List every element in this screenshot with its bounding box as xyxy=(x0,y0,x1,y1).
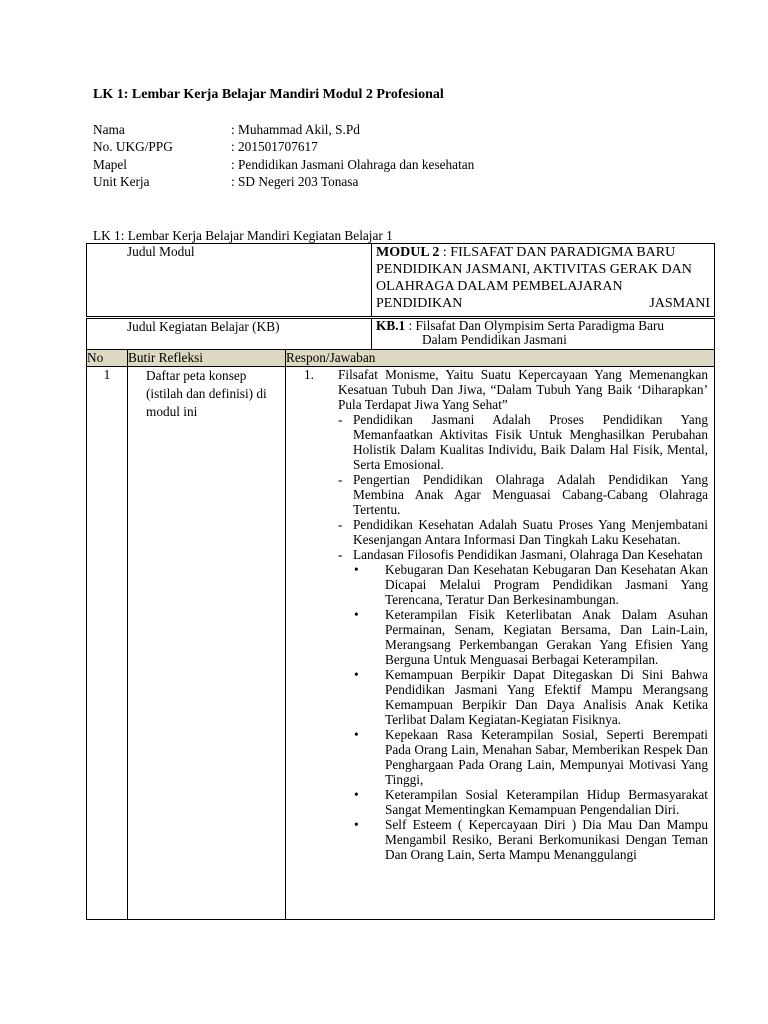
identity-row-unit-kerja xyxy=(93,174,474,191)
modul-title: : FILSAFAT DAN PARADIGMA BARU PENDIDIKAN JASMANI, AKTIVITAS GERAK DAN OLAHRAGA DALAM PEMBELAJARAN PENDIDIKAN JASMANI xyxy=(376,245,710,311)
respon-cell xyxy=(286,367,715,920)
judul-modul-row xyxy=(87,244,715,318)
bullet-list-item xyxy=(353,727,708,787)
bullet-list-item xyxy=(353,667,708,727)
kb-title-line1: : Filsafat Dan Olympisim Serta Paradigma Baru xyxy=(405,318,665,333)
row-number: 1 xyxy=(87,367,128,920)
identity-row-ukg xyxy=(93,139,474,156)
judul-modul-value xyxy=(372,244,715,318)
judul-modul-label: Judul Modul xyxy=(87,244,372,318)
dash-item-text: Landasan Filosofis Pendidikan Jasmani, Olahraga Dan Kesehatan xyxy=(353,547,703,562)
bullet-list-item xyxy=(353,817,708,862)
identity-label: Nama xyxy=(93,122,125,137)
dash-marker: - xyxy=(338,547,343,562)
item-text: Filsafat Monisme, Yaitu Suatu Kepercayaan Yang Memenangkan Kesatuan Tubuh Dan Jiwa, “Dalam Tubuh Yang Baik ‘Diharapkan’ Pula Terdapat Jiwa Yang Sehat” xyxy=(338,367,708,412)
dash-marker: - xyxy=(338,472,343,487)
table-row xyxy=(87,367,715,920)
bullet-list-item xyxy=(353,562,708,607)
bullet-marker: • xyxy=(354,607,359,622)
butir-refleksi-text: Daftar peta konsep (istilah dan definisi) di modul ini xyxy=(128,367,286,920)
numbered-item xyxy=(304,367,708,412)
bullet-list-item xyxy=(353,607,708,667)
kb-number: KB.1 xyxy=(376,318,406,333)
bullet-item-text: Keterampilan Fisik Keterlibatan Anak Dalam Asuhan Permainan, Senam, Kegiatan Bersama, Dan Lain-Lain, Merangsang Perkembangan Gerakan Yang Efisien Yang Berguna Untuk Menguasai Berbagai Keterampilan. xyxy=(385,607,708,667)
identity-row-mapel xyxy=(93,157,474,174)
bullet-item-text: Self Esteem ( Kepercayaan Diri ) Dia Mau Dan Mampu Mengambil Resiko, Berani Berkomunikasi Dengan Teman Dan Orang Lain, Serta Mampu Menanggulangi xyxy=(385,817,708,862)
identity-label: Mapel xyxy=(93,156,127,172)
identity-value: : 201501707617 xyxy=(231,139,318,155)
judul-kb-row xyxy=(87,318,715,350)
identity-value: : SD Negeri 203 Tonasa xyxy=(231,173,359,189)
dash-list-item xyxy=(338,517,708,547)
bullet-item-text: Kebugaran Dan Kesehatan Kebugaran Dan Kesehatan Akan Dicapai Melalui Program Pendidikan Jasmani Yang Terencana, Teratur Dan Berkesinambungan. xyxy=(385,562,708,607)
dash-item-text: Pendidikan Kesehatan Adalah Suatu Proses Yang Menjembatani Kesenjangan Antara Informasi Dan Tingkah Laku Kesehatan. xyxy=(353,517,708,547)
judul-kb-label: Judul Kegiatan Belajar (KB) xyxy=(87,318,372,350)
bullet-list-item xyxy=(353,787,708,817)
header-respon-jawaban: Respon/Jawaban xyxy=(286,350,715,367)
document-title: LK 1: Lembar Kerja Belajar Mandiri Modul 2 Profesional xyxy=(93,87,444,102)
identity-block xyxy=(93,122,474,191)
dash-item-text: Pendidikan Jasmani Adalah Proses Pendidikan Yang Memanfaatkan Aktivitas Fisik Untuk Menghasilkan Perubahan Holistik Dalam Kualitas Individu, Baik Dalam Hal Fisik, Mental, Serta Emosional. xyxy=(353,412,708,472)
identity-value: : Muhammad Akil, S.Pd xyxy=(231,122,360,137)
dash-marker: - xyxy=(338,412,343,427)
identity-label: Unit Kerja xyxy=(93,173,150,189)
table-caption: LK 1: Lembar Kerja Belajar Mandiri Kegiatan Belajar 1 xyxy=(93,228,393,243)
bullet-marker: • xyxy=(354,562,359,577)
bullet-marker: • xyxy=(354,817,359,832)
bullet-item-text: Kepekaan Rasa Keterampilan Sosial, Seperti Berempati Pada Orang Lain, Menahan Sabar, Memberikan Respek Dan Penghargaan Pada Orang Lain, Mempunyai Motivasi Yang Tinggi, xyxy=(385,727,708,787)
item-number: 1. xyxy=(304,367,314,382)
bullet-marker: • xyxy=(354,667,359,682)
kb-title-line2: Dalam Pendidikan Jasmani xyxy=(422,332,567,347)
identity-row-nama xyxy=(93,122,474,139)
modul-number: MODUL 2 xyxy=(376,245,440,260)
dash-marker: - xyxy=(338,517,343,532)
header-no: No xyxy=(87,350,128,367)
bullet-item-text: Keterampilan Sosial Keterampilan Hidup Bermasyarakat Sangat Mementingkan Kemampuan Pengendalian Diri. xyxy=(385,787,708,817)
dash-list-item xyxy=(338,472,708,517)
judul-kb-value xyxy=(372,318,715,350)
dash-item-text: Pengertian Pendidikan Olahraga Adalah Pendidikan Yang Membina Anak Agar Menguasai Cabang-Cabang Olahraga Tertentu. xyxy=(353,472,708,517)
worksheet-table xyxy=(86,243,715,920)
dash-list-item xyxy=(338,547,708,562)
identity-value: : Pendidikan Jasmani Olahraga dan kesehatan xyxy=(231,156,475,172)
table-header-row xyxy=(87,350,715,367)
dash-list-item xyxy=(338,412,708,472)
bullet-marker: • xyxy=(354,787,359,802)
header-butir-refleksi: Butir Refleksi xyxy=(128,350,286,367)
bullet-item-text: Kemampuan Berpikir Dapat Ditegaskan Di Sini Bahwa Pendidikan Jasmani Yang Efektif Mampu Merangsang Kemampuan Berpikir Dan Daya Analisis Anak Ketika Terlibat Dalam Kegiatan-Kegiatan Fisiknya. xyxy=(385,667,708,727)
bullet-marker: • xyxy=(354,727,359,742)
identity-label: No. UKG/PPG xyxy=(93,139,173,155)
